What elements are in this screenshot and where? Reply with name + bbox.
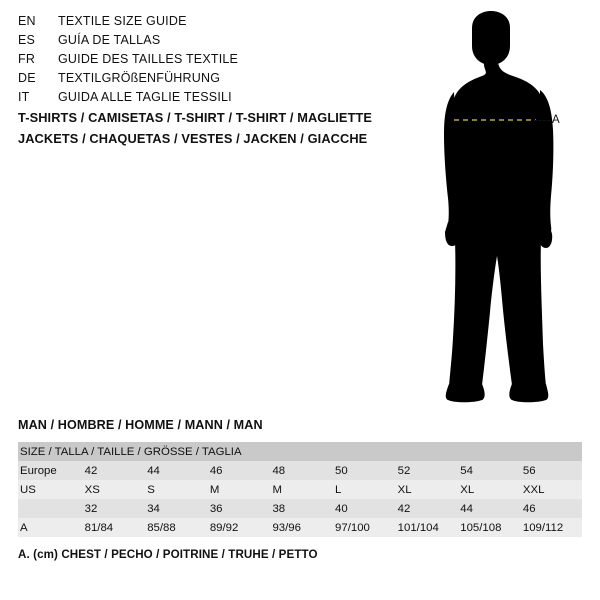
cell: XL: [394, 480, 457, 499]
measure-leader-line: [534, 120, 550, 121]
language-row: [18, 71, 398, 90]
category-jackets: JACKETS / CHAQUETAS / VESTES / JACKEN / GIACCHE: [18, 131, 368, 146]
row-label: Europe: [18, 461, 81, 480]
cell: M: [206, 480, 269, 499]
cell: XXL: [519, 480, 582, 499]
size-table: [18, 442, 582, 537]
language-text: TEXTILE SIZE GUIDE: [58, 14, 187, 28]
row-label: [18, 499, 81, 518]
cell: 93/96: [268, 518, 331, 537]
language-text: GUÍA DE TALLAS: [58, 33, 161, 47]
cell: 42: [394, 499, 457, 518]
row-label: A: [18, 518, 81, 537]
cell: 54: [456, 461, 519, 480]
table-row: [18, 461, 582, 480]
cell: 46: [206, 461, 269, 480]
row-label: US: [18, 480, 81, 499]
language-text: GUIDE DES TAILLES TEXTILE: [58, 52, 239, 66]
cell: 109/112: [519, 518, 582, 537]
cell: L: [331, 480, 394, 499]
language-row: [18, 90, 398, 109]
cell: 48: [268, 461, 331, 480]
category-list: [18, 110, 418, 152]
cell: 44: [143, 461, 206, 480]
language-list: [18, 14, 398, 109]
measure-label-a: A: [552, 114, 560, 126]
male-silhouette-icon: [400, 10, 600, 410]
cell: 81/84: [81, 518, 144, 537]
cell: 40: [331, 499, 394, 518]
cell: 50: [331, 461, 394, 480]
cell: M: [268, 480, 331, 499]
language-row: [18, 33, 398, 52]
table-row: [18, 499, 582, 518]
footnote: A. (cm) CHEST / PECHO / POITRINE / TRUHE / PETTO: [18, 548, 318, 561]
language-text: GUIDA ALLE TAGLIE TESSILI: [58, 90, 232, 104]
cell: 101/104: [394, 518, 457, 537]
table-row: [18, 518, 582, 537]
cell: 44: [456, 499, 519, 518]
language-row: [18, 52, 398, 71]
cell: 32: [81, 499, 144, 518]
language-code: EN: [18, 14, 36, 28]
cell: 38: [268, 499, 331, 518]
table-header-row: [18, 442, 582, 461]
cell: 97/100: [331, 518, 394, 537]
cell: 52: [394, 461, 457, 480]
cell: XS: [81, 480, 144, 499]
cell: S: [143, 480, 206, 499]
body-figure: [400, 10, 600, 410]
language-code: IT: [18, 90, 30, 104]
table-group-heading: MAN / HOMBRE / HOMME / MANN / MAN: [18, 418, 263, 432]
language-code: DE: [18, 71, 36, 85]
cell: 36: [206, 499, 269, 518]
cell: 85/88: [143, 518, 206, 537]
language-code: FR: [18, 52, 36, 66]
language-code: ES: [18, 33, 36, 47]
cell: 56: [519, 461, 582, 480]
cell: 46: [519, 499, 582, 518]
table-header-label: SIZE / TALLA / TAILLE / GRÖSSE / TAGLIA: [18, 442, 582, 461]
cell: 105/108: [456, 518, 519, 537]
cell: XL: [456, 480, 519, 499]
cell: 89/92: [206, 518, 269, 537]
language-row: [18, 14, 398, 33]
category-tshirts: T-SHIRTS / CAMISETAS / T-SHIRT / T-SHIRT / MAGLIETTE: [18, 110, 373, 125]
cell: 42: [81, 461, 144, 480]
table-row: [18, 480, 582, 499]
language-text: TEXTILGRÖßENFÜHRUNG: [58, 71, 221, 85]
cell: 34: [143, 499, 206, 518]
